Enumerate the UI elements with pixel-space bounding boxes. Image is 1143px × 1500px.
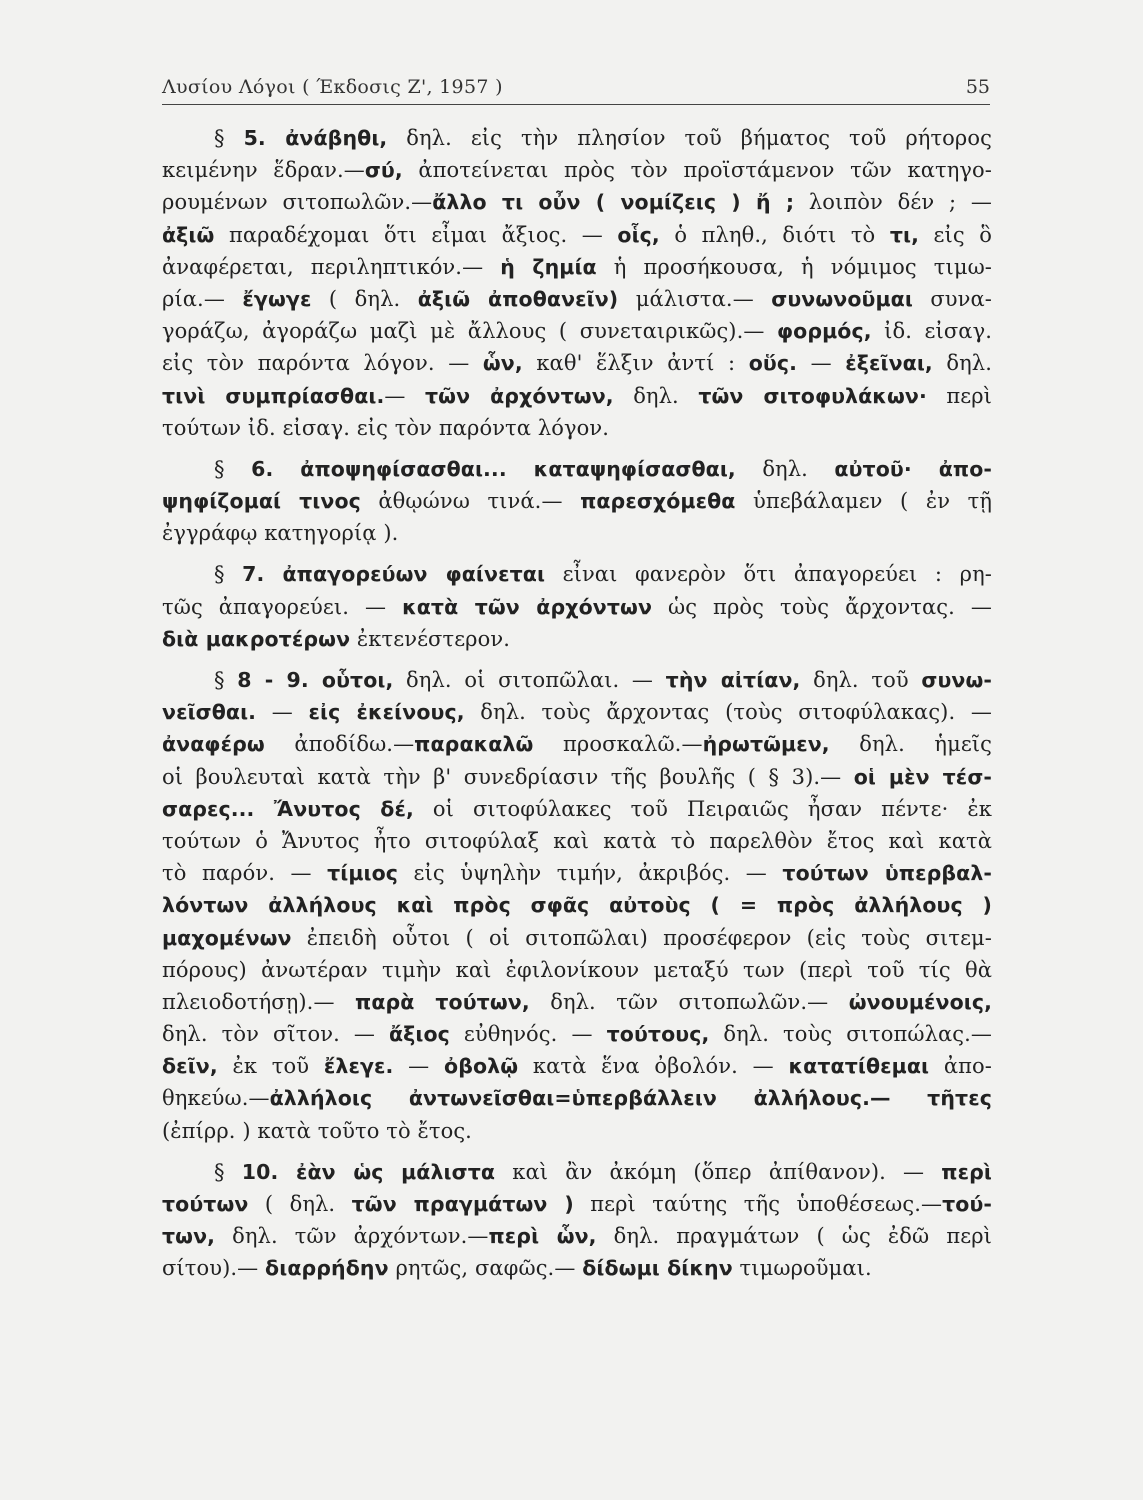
bold-lemma: ἀξιῶ ἀποθανεῖν) <box>417 286 619 311</box>
paragraph-gap <box>162 444 992 453</box>
gloss-text: § <box>214 668 238 692</box>
gloss-text: § <box>214 562 243 587</box>
gloss-text: τιμωροῦμαι. <box>732 1256 872 1281</box>
text-line <box>162 761 992 793</box>
text-line <box>162 1220 992 1252</box>
text-line <box>162 517 992 549</box>
gloss-text: εὐθηνός. — <box>449 1022 607 1047</box>
bold-lemma: δεῖν, <box>162 1054 218 1079</box>
bold-lemma: παρεσχόμεθα <box>580 489 736 514</box>
text-line <box>162 1188 992 1220</box>
gloss-text: ὡς πρὸς τοὺς ἄρχοντας. — <box>652 594 993 619</box>
gloss-text: τῶς ἀπαγορεύει. — <box>162 594 403 619</box>
text-line <box>162 922 992 954</box>
bold-lemma: φορμός, <box>777 319 872 344</box>
bold-lemma: περὶ ὧν, <box>488 1224 597 1249</box>
gloss-text: καὶ ἂν ἀκόμη (ὅπερ ἀπίθανον). — <box>495 1159 942 1184</box>
bold-lemma: τούτων <box>162 1192 249 1216</box>
bold-lemma: σαρες... Ἄνυτος δέ, <box>162 796 414 821</box>
bold-lemma: των, <box>162 1224 216 1249</box>
bold-lemma: 6. ἀποψηφίσασθαι... καταψηφίσασθαι, <box>251 456 736 481</box>
bold-lemma: ἀξιῶ <box>162 222 215 247</box>
gloss-text: ἰδ. εἰσαγ. <box>871 319 993 344</box>
bold-lemma: τι, <box>889 222 920 247</box>
gloss-text: κατὰ ἕνα ὀβολόν. — <box>518 1054 789 1079</box>
text-line <box>162 857 992 889</box>
gloss-text: δηλ. τοὺς ἄρχοντας (τοὺς σιτοφύλακας). — <box>464 700 993 725</box>
bold-lemma: μαχομένων <box>162 925 292 950</box>
gloss-text: ἐκ τοῦ <box>217 1054 324 1079</box>
gloss-text: προσκαλῶ.— <box>533 732 703 757</box>
text-line <box>162 1018 992 1050</box>
gloss-text: τούτων ἰδ. εἰσαγ. εἰς τὸν παρόντα λόγον. <box>162 415 610 440</box>
bold-lemma: τῶν σιτοφυλάκων· <box>698 383 927 408</box>
gloss-text: ἐκτενέστερον. <box>350 626 511 651</box>
gloss-text: ὁ πληθ., διότι τὸ <box>659 222 890 247</box>
bold-lemma: 7. ἀπαγορεύων φαίνεται <box>242 562 546 587</box>
gloss-text: ἀποτείνεται πρὸς τὸν προϊστάμενον τῶν κατηγο- <box>402 158 992 183</box>
bold-lemma: συνω- <box>921 668 992 692</box>
bold-lemma: ἄξιος <box>388 1022 450 1047</box>
text-line <box>162 889 992 921</box>
gloss-text: ὑπεβάλαμεν ( ἐν τῇ <box>735 489 992 514</box>
gloss-text: σίτου).— <box>162 1256 266 1281</box>
text-line <box>162 1156 992 1188</box>
gloss-text: δηλ. <box>613 383 699 408</box>
bold-lemma: ἡ ζημία <box>500 254 597 279</box>
gloss-text: ἀθῳώνω τινά.— <box>360 489 581 514</box>
gloss-text: μάλιστα.— <box>618 286 772 311</box>
bold-lemma: αὐτοῦ· ἀπο- <box>834 456 992 481</box>
gloss-text: δηλ. τοῦ <box>800 668 922 692</box>
bold-lemma: περὶ <box>941 1159 992 1184</box>
bold-lemma: διαρρήδην <box>265 1256 389 1281</box>
bold-lemma: τῶν πραγμάτων ) <box>351 1192 574 1216</box>
text-line <box>162 315 992 347</box>
bold-lemma: οὕς. <box>748 351 798 376</box>
gloss-text: γοράζω, ἀγοράζω μαζὶ μὲ ἄλλους ( συνεταιρικῶς).— <box>162 319 778 344</box>
bold-lemma: ἔγωγε <box>242 286 312 311</box>
text-line <box>162 122 992 154</box>
text-line <box>162 1082 992 1114</box>
bold-lemma: νεῖσθαι. <box>162 700 257 725</box>
gloss-text: δηλ. ἡμεῖς <box>829 732 992 757</box>
gloss-text: τούτων ὁ Ἄνυτος ἦτο σιτοφύλαξ καὶ κατὰ τὸ παρελθὸν ἔτος καὶ κατὰ <box>162 828 992 853</box>
gloss-text: οἱ σιτοφύλακες τοῦ Πειραιῶς ἦσαν πέντε· ἐκ <box>413 796 993 821</box>
bold-lemma: 8 - 9. οὗτοι, <box>237 668 394 692</box>
gloss-text: δηλ. οἱ σιτοπῶλαι. — <box>393 668 666 692</box>
paragraph-gap <box>162 549 992 558</box>
gloss-text: ἡ προσήκουσα, ἡ νόμιμος τιμω- <box>596 254 992 279</box>
bold-lemma: λόντων ἀλλήλους καὶ πρὸς σφᾶς αὐτοὺς ( = πρὸς ἀλλήλους ) <box>162 893 992 918</box>
gloss-text: (ἐπίρρ. ) κατὰ τοῦτο τὸ ἔτος. <box>162 1118 472 1143</box>
bold-lemma: ἐξεῖναι, <box>845 351 933 376</box>
gloss-text: καθ' ἕλξιν ἀντί : <box>522 351 749 376</box>
gloss-text: λοιπὸν δέν ; — <box>794 190 992 215</box>
text-line <box>162 986 992 1018</box>
text-line <box>162 347 992 379</box>
gloss-text: πλειοδοτήσῃ).— <box>162 989 355 1014</box>
text-line <box>162 485 992 517</box>
gloss-text: δηλ. τῶν ἀρχόντων.— <box>215 1224 489 1249</box>
gloss-text: ἀναφέρεται, περιληπτικόν.— <box>162 254 501 279</box>
bold-lemma: οἷς, <box>617 222 660 247</box>
bold-lemma: δίδωμι δίκην <box>582 1256 733 1281</box>
text-line <box>162 1050 992 1082</box>
bold-lemma: ὠνουμένοις, <box>848 989 992 1014</box>
gloss-text: παραδέχομαι ὅτι εἶμαι ἄξιος. — <box>214 222 618 247</box>
bold-lemma: ψηφίζομαί τινος <box>162 489 361 514</box>
bold-lemma: τού- <box>942 1192 992 1216</box>
bold-lemma: ἔλεγε. <box>323 1054 394 1079</box>
gloss-text: § <box>214 126 244 150</box>
text-line <box>162 696 992 728</box>
text-line <box>162 380 992 412</box>
text-line <box>162 186 992 218</box>
text-line <box>162 558 992 590</box>
paragraph-gap <box>162 1147 992 1156</box>
gloss-text: περὶ ταύτης τῆς ὑποθέσεως.— <box>573 1192 943 1216</box>
bold-lemma: τινὶ συμπρίασθαι. <box>162 383 385 408</box>
text-line <box>162 954 992 986</box>
gloss-text: εἰς ὑψηλὴν τιμήν, ἀκριβός. — <box>398 861 783 886</box>
gloss-text: ρητῶς, σαφῶς.— <box>388 1256 583 1281</box>
text-line <box>162 623 992 655</box>
running-header <box>162 74 990 105</box>
bold-lemma: κατὰ τῶν ἀρχόντων <box>402 594 653 619</box>
gloss-text: περὶ <box>926 383 993 408</box>
text-line <box>162 1252 992 1284</box>
text-line <box>162 825 992 857</box>
bold-lemma: τῶν ἀρχόντων, <box>424 383 614 408</box>
gloss-text: δηλ. πραγμάτων ( ὡς ἐδῶ περὶ <box>596 1224 992 1249</box>
bold-lemma: ὧν, <box>482 351 523 376</box>
bold-lemma: τούτων ὑπερβαλ- <box>782 861 993 886</box>
text-line <box>162 453 992 485</box>
bold-lemma: οἱ μὲν τέσ- <box>853 764 992 789</box>
bold-lemma: διὰ μακροτέρων <box>162 626 351 651</box>
gloss-text: — <box>393 1054 445 1079</box>
gloss-text: ἀπο- <box>929 1054 992 1079</box>
bold-lemma: εἰς ἐκείνους, <box>308 700 465 725</box>
text-line <box>162 728 992 760</box>
header-title: Λυσίου Λόγοι ( Έκδοσις Ζ', 1957 ) <box>162 76 503 98</box>
bold-lemma: ἀλλήλοις ἀντωνεῖσθαι=ὑπερβάλλειν ἀλλήλους.— τῆτες <box>269 1086 992 1111</box>
gloss-text: § <box>214 1159 242 1184</box>
text-line <box>162 219 992 251</box>
gloss-text: δηλ. τῶν σιτοπωλῶν.— <box>529 989 849 1014</box>
gloss-text: εἶναι φανερὸν ὅτι ἀπαγορεύει : ρη- <box>545 562 992 587</box>
bold-lemma: ἄλλο τι οὖν ( νομίζεις ) ἤ ; <box>432 190 795 215</box>
gloss-text: ρία.— <box>162 286 243 311</box>
bold-lemma: ἠρωτῶμεν, <box>702 732 830 757</box>
text-line <box>162 283 992 315</box>
gloss-text: συνα- <box>912 286 992 311</box>
gloss-text: θηκεύω.— <box>162 1086 270 1111</box>
text-line <box>162 1115 992 1147</box>
bold-lemma: τούτους, <box>606 1022 710 1047</box>
commentary-text <box>162 122 992 1285</box>
gloss-text: δηλ. τοὺς σιτοπώλας.— <box>709 1022 992 1047</box>
text-line <box>162 664 992 696</box>
gloss-text: εἰς ὃ <box>919 222 992 247</box>
bold-lemma: 10. ἐὰν ὡς μάλιστα <box>241 1159 496 1184</box>
gloss-text: ἐπειδὴ οὗτοι ( οἱ σιτοπῶλαι) προσέφερον (εἰς τοὺς σιτεμ- <box>291 925 992 950</box>
text-line <box>162 793 992 825</box>
page-number: 55 <box>965 76 990 98</box>
bold-lemma: τίμιος <box>327 861 399 886</box>
bold-lemma: παρακαλῶ <box>414 732 534 757</box>
bold-lemma: παρὰ τούτων, <box>355 989 530 1014</box>
gloss-text: δηλ. εἰς τὴν πλησίον τοῦ βήματος τοῦ ρήτορος <box>387 126 992 150</box>
gloss-text: εἰς τὸν παρόντα λόγον. — <box>162 351 483 376</box>
paragraph-gap <box>162 655 992 664</box>
gloss-text: — <box>256 700 309 725</box>
gloss-text: — <box>797 351 846 376</box>
bold-lemma: ὀβολῷ <box>444 1054 519 1079</box>
text-line <box>162 251 992 283</box>
gloss-text: ρουμένων σιτοπωλῶν.— <box>162 190 433 215</box>
gloss-text: δηλ. τὸν σῖτον. — <box>162 1022 389 1047</box>
gloss-text: οἱ βουλευταὶ κατὰ τὴν β' συνεδρίασιν τῆς βουλῆς ( § 3).— <box>162 764 854 789</box>
gloss-text: ( δηλ. <box>311 286 418 311</box>
bold-lemma: κατατίθεμαι <box>788 1054 930 1079</box>
gloss-text: § <box>214 456 252 481</box>
text-line <box>162 591 992 623</box>
bold-lemma: 5. ἀνάβηθι, <box>243 126 388 150</box>
text-line <box>162 412 992 444</box>
gloss-text: ἐγγράφῳ κατηγορίᾳ ). <box>162 521 399 546</box>
gloss-text: κειμένην ἕδραν.— <box>162 158 365 183</box>
bold-lemma: ἀναφέρω <box>162 732 265 757</box>
text-line <box>162 154 992 186</box>
gloss-text: πόρους) ἀνωτέραν τιμὴν καὶ ἐφιλονίκουν μεταξύ των (περὶ τοῦ τίς θὰ <box>162 957 992 982</box>
bold-lemma: συνωνοῦμαι <box>771 286 913 311</box>
bold-lemma: τὴν αἰτίαν, <box>665 668 801 692</box>
gloss-text: δηλ. <box>932 351 992 376</box>
gloss-text: ἀποδίδω.— <box>264 732 415 757</box>
gloss-text: τὸ παρόν. — <box>162 861 328 886</box>
bold-lemma: σύ, <box>364 158 403 183</box>
gloss-text: δηλ. <box>735 456 835 481</box>
gloss-text: ( δηλ. <box>248 1192 352 1216</box>
gloss-text: — <box>384 383 425 408</box>
